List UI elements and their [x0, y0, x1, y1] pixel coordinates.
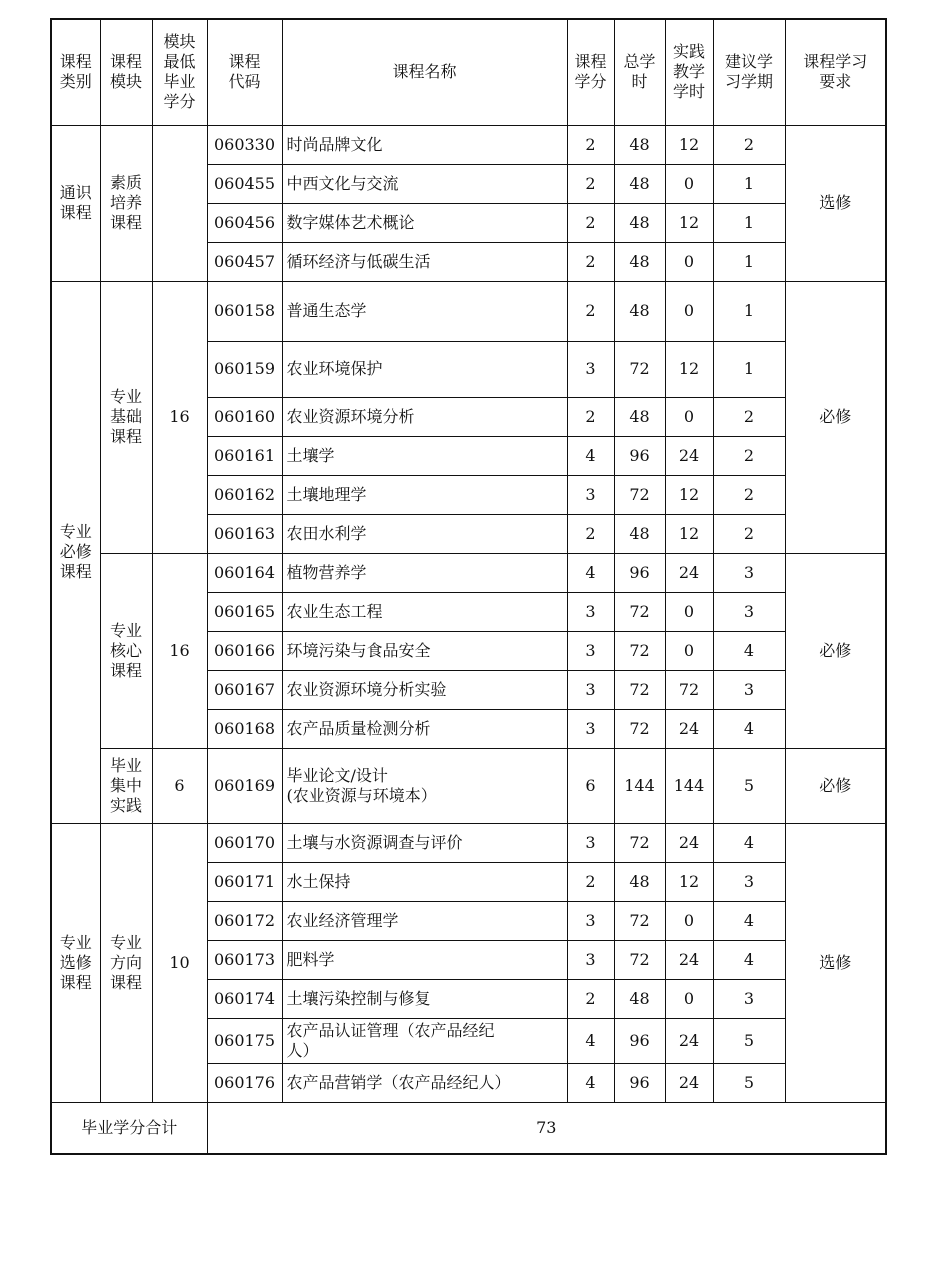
course-name: 农田水利学: [282, 514, 567, 553]
course-practice-hours: 72: [665, 670, 713, 709]
course-term: 3: [713, 592, 785, 631]
header-module: 课程 模块: [100, 19, 152, 125]
course-practice-hours: 144: [665, 748, 713, 823]
course-term: 5: [713, 748, 785, 823]
course-term: 3: [713, 553, 785, 592]
course-code: 060169: [207, 748, 282, 823]
course-code: 060158: [207, 281, 282, 341]
course-name: 农业环境保护: [282, 341, 567, 397]
course-hours: 72: [614, 341, 665, 397]
course-credits: 4: [567, 553, 614, 592]
course-code: 060330: [207, 125, 282, 164]
course-name: 循环经济与低碳生活: [282, 242, 567, 281]
min-credits-cell: 6: [152, 748, 207, 823]
course-code: 060161: [207, 436, 282, 475]
course-practice-hours: 0: [665, 631, 713, 670]
course-credits: 2: [567, 164, 614, 203]
course-name: 土壤学: [282, 436, 567, 475]
module-cell: 专业 基础 课程: [100, 281, 152, 553]
course-name: 植物营养学: [282, 553, 567, 592]
course-code: 060164: [207, 553, 282, 592]
course-credits: 4: [567, 1063, 614, 1102]
category-cell: 通识 课程: [51, 125, 100, 281]
course-term: 1: [713, 341, 785, 397]
course-hours: 144: [614, 748, 665, 823]
course-code: 060166: [207, 631, 282, 670]
course-practice-hours: 0: [665, 281, 713, 341]
course-code: 060162: [207, 475, 282, 514]
course-term: 4: [713, 940, 785, 979]
course-term: 4: [713, 823, 785, 862]
course-name: 水土保持: [282, 862, 567, 901]
course-credits: 3: [567, 709, 614, 748]
course-credits: 2: [567, 203, 614, 242]
min-credits-cell: 16: [152, 281, 207, 553]
course-credits: 6: [567, 748, 614, 823]
course-credits: 2: [567, 862, 614, 901]
course-name: 农产品认证管理（农产品经纪 人）: [282, 1018, 567, 1063]
course-name: 农产品质量检测分析: [282, 709, 567, 748]
course-code: 060165: [207, 592, 282, 631]
course-term: 2: [713, 475, 785, 514]
course-practice-hours: 12: [665, 475, 713, 514]
course-hours: 72: [614, 823, 665, 862]
course-name: 农业资源环境分析: [282, 397, 567, 436]
course-term: 1: [713, 281, 785, 341]
header-term: 建议学 习学期: [713, 19, 785, 125]
course-hours: 72: [614, 709, 665, 748]
course-code: 060163: [207, 514, 282, 553]
course-practice-hours: 12: [665, 341, 713, 397]
course-code: 060174: [207, 979, 282, 1018]
course-term: 1: [713, 242, 785, 281]
course-hours: 48: [614, 164, 665, 203]
course-credits: 2: [567, 281, 614, 341]
course-practice-hours: 0: [665, 901, 713, 940]
course-credits: 3: [567, 940, 614, 979]
course-name: 农产品营销学（农产品经纪人）: [282, 1063, 567, 1102]
course-name: 农业生态工程: [282, 592, 567, 631]
course-term: 4: [713, 709, 785, 748]
course-credits: 3: [567, 341, 614, 397]
course-name: 环境污染与食品安全: [282, 631, 567, 670]
course-name: 中西文化与交流: [282, 164, 567, 203]
course-code: 060168: [207, 709, 282, 748]
course-practice-hours: 24: [665, 709, 713, 748]
course-hours: 48: [614, 397, 665, 436]
course-name: 土壤地理学: [282, 475, 567, 514]
course-credits: 3: [567, 592, 614, 631]
total-label: 毕业学分合计: [51, 1102, 207, 1154]
course-practice-hours: 0: [665, 979, 713, 1018]
course-name: 普通生态学: [282, 281, 567, 341]
course-hours: 72: [614, 670, 665, 709]
course-hours: 96: [614, 1063, 665, 1102]
course-name: 毕业论文/设计 (农业资源与环境本）: [282, 748, 567, 823]
course-credits: 2: [567, 242, 614, 281]
course-code: 060173: [207, 940, 282, 979]
course-hours: 48: [614, 125, 665, 164]
curriculum-table: [50, 18, 887, 1155]
min-credits-cell: 10: [152, 823, 207, 1102]
course-code: 060159: [207, 341, 282, 397]
course-term: 3: [713, 670, 785, 709]
course-hours: 48: [614, 514, 665, 553]
course-term: 5: [713, 1063, 785, 1102]
course-code: 060170: [207, 823, 282, 862]
total-row: [51, 1102, 886, 1154]
course-credits: 3: [567, 823, 614, 862]
requirement-cell: 选修: [785, 125, 886, 281]
course-code: 060456: [207, 203, 282, 242]
course-code: 060175: [207, 1018, 282, 1063]
table-row: [51, 823, 886, 862]
course-practice-hours: 12: [665, 125, 713, 164]
header-min-credits: 模块 最低 毕业 学分: [152, 19, 207, 125]
table-row: [51, 748, 886, 823]
course-term: 2: [713, 514, 785, 553]
table-row: [51, 125, 886, 164]
course-practice-hours: 24: [665, 1018, 713, 1063]
header-hours: 总学 时: [614, 19, 665, 125]
course-term: 5: [713, 1018, 785, 1063]
course-code: 060457: [207, 242, 282, 281]
course-code: 060455: [207, 164, 282, 203]
course-credits: 2: [567, 125, 614, 164]
course-hours: 72: [614, 592, 665, 631]
course-practice-hours: 0: [665, 164, 713, 203]
header-practice: 实践 教学 学时: [665, 19, 713, 125]
requirement-cell: 必修: [785, 553, 886, 748]
table-row: [51, 281, 886, 341]
course-practice-hours: 24: [665, 553, 713, 592]
course-name: 农业经济管理学: [282, 901, 567, 940]
course-name: 土壤污染控制与修复: [282, 979, 567, 1018]
course-practice-hours: 24: [665, 1063, 713, 1102]
header-name: 课程名称: [282, 19, 567, 125]
header-category: 课程 类别: [51, 19, 100, 125]
course-practice-hours: 12: [665, 203, 713, 242]
requirement-cell: 必修: [785, 748, 886, 823]
course-term: 2: [713, 397, 785, 436]
course-practice-hours: 24: [665, 436, 713, 475]
course-term: 2: [713, 436, 785, 475]
course-term: 1: [713, 203, 785, 242]
course-term: 1: [713, 164, 785, 203]
header-requirement: 课程学习 要求: [785, 19, 886, 125]
course-practice-hours: 0: [665, 592, 713, 631]
course-credits: 2: [567, 979, 614, 1018]
course-hours: 48: [614, 242, 665, 281]
course-term: 4: [713, 631, 785, 670]
course-hours: 48: [614, 862, 665, 901]
header-code: 课程 代码: [207, 19, 282, 125]
course-hours: 48: [614, 281, 665, 341]
requirement-cell: 必修: [785, 281, 886, 553]
course-hours: 48: [614, 979, 665, 1018]
course-term: 2: [713, 125, 785, 164]
course-code: 060176: [207, 1063, 282, 1102]
course-term: 3: [713, 862, 785, 901]
course-code: 060160: [207, 397, 282, 436]
category-cell: 专业 选修 课程: [51, 823, 100, 1102]
course-practice-hours: 12: [665, 514, 713, 553]
course-name: 肥料学: [282, 940, 567, 979]
course-term: 4: [713, 901, 785, 940]
course-credits: 4: [567, 1018, 614, 1063]
course-practice-hours: 24: [665, 823, 713, 862]
course-hours: 48: [614, 203, 665, 242]
course-name: 土壤与水资源调查与评价: [282, 823, 567, 862]
course-hours: 72: [614, 475, 665, 514]
table-row: [51, 553, 886, 592]
total-value: 73: [207, 1102, 886, 1154]
course-name: 农业资源环境分析实验: [282, 670, 567, 709]
course-code: 060172: [207, 901, 282, 940]
course-credits: 3: [567, 631, 614, 670]
min-credits-cell: [152, 125, 207, 281]
course-practice-hours: 0: [665, 397, 713, 436]
module-cell: 专业 方向 课程: [100, 823, 152, 1102]
header-row: [51, 19, 886, 125]
course-credits: 2: [567, 397, 614, 436]
course-practice-hours: 24: [665, 940, 713, 979]
course-practice-hours: 12: [665, 862, 713, 901]
course-hours: 72: [614, 901, 665, 940]
course-credits: 3: [567, 475, 614, 514]
category-cell: 专业 必修 课程: [51, 281, 100, 823]
course-hours: 96: [614, 1018, 665, 1063]
course-code: 060167: [207, 670, 282, 709]
course-credits: 3: [567, 670, 614, 709]
course-name: 时尚品牌文化: [282, 125, 567, 164]
course-name: 数字媒体艺术概论: [282, 203, 567, 242]
requirement-cell: 选修: [785, 823, 886, 1102]
course-hours: 72: [614, 631, 665, 670]
course-term: 3: [713, 979, 785, 1018]
module-cell: 素质 培养 课程: [100, 125, 152, 281]
course-credits: 3: [567, 901, 614, 940]
course-code: 060171: [207, 862, 282, 901]
course-hours: 96: [614, 553, 665, 592]
course-practice-hours: 0: [665, 242, 713, 281]
module-cell: 毕业 集中 实践: [100, 748, 152, 823]
course-credits: 2: [567, 514, 614, 553]
header-credits: 课程 学分: [567, 19, 614, 125]
course-hours: 96: [614, 436, 665, 475]
min-credits-cell: 16: [152, 553, 207, 748]
module-cell: 专业 核心 课程: [100, 553, 152, 748]
course-hours: 72: [614, 940, 665, 979]
course-credits: 4: [567, 436, 614, 475]
